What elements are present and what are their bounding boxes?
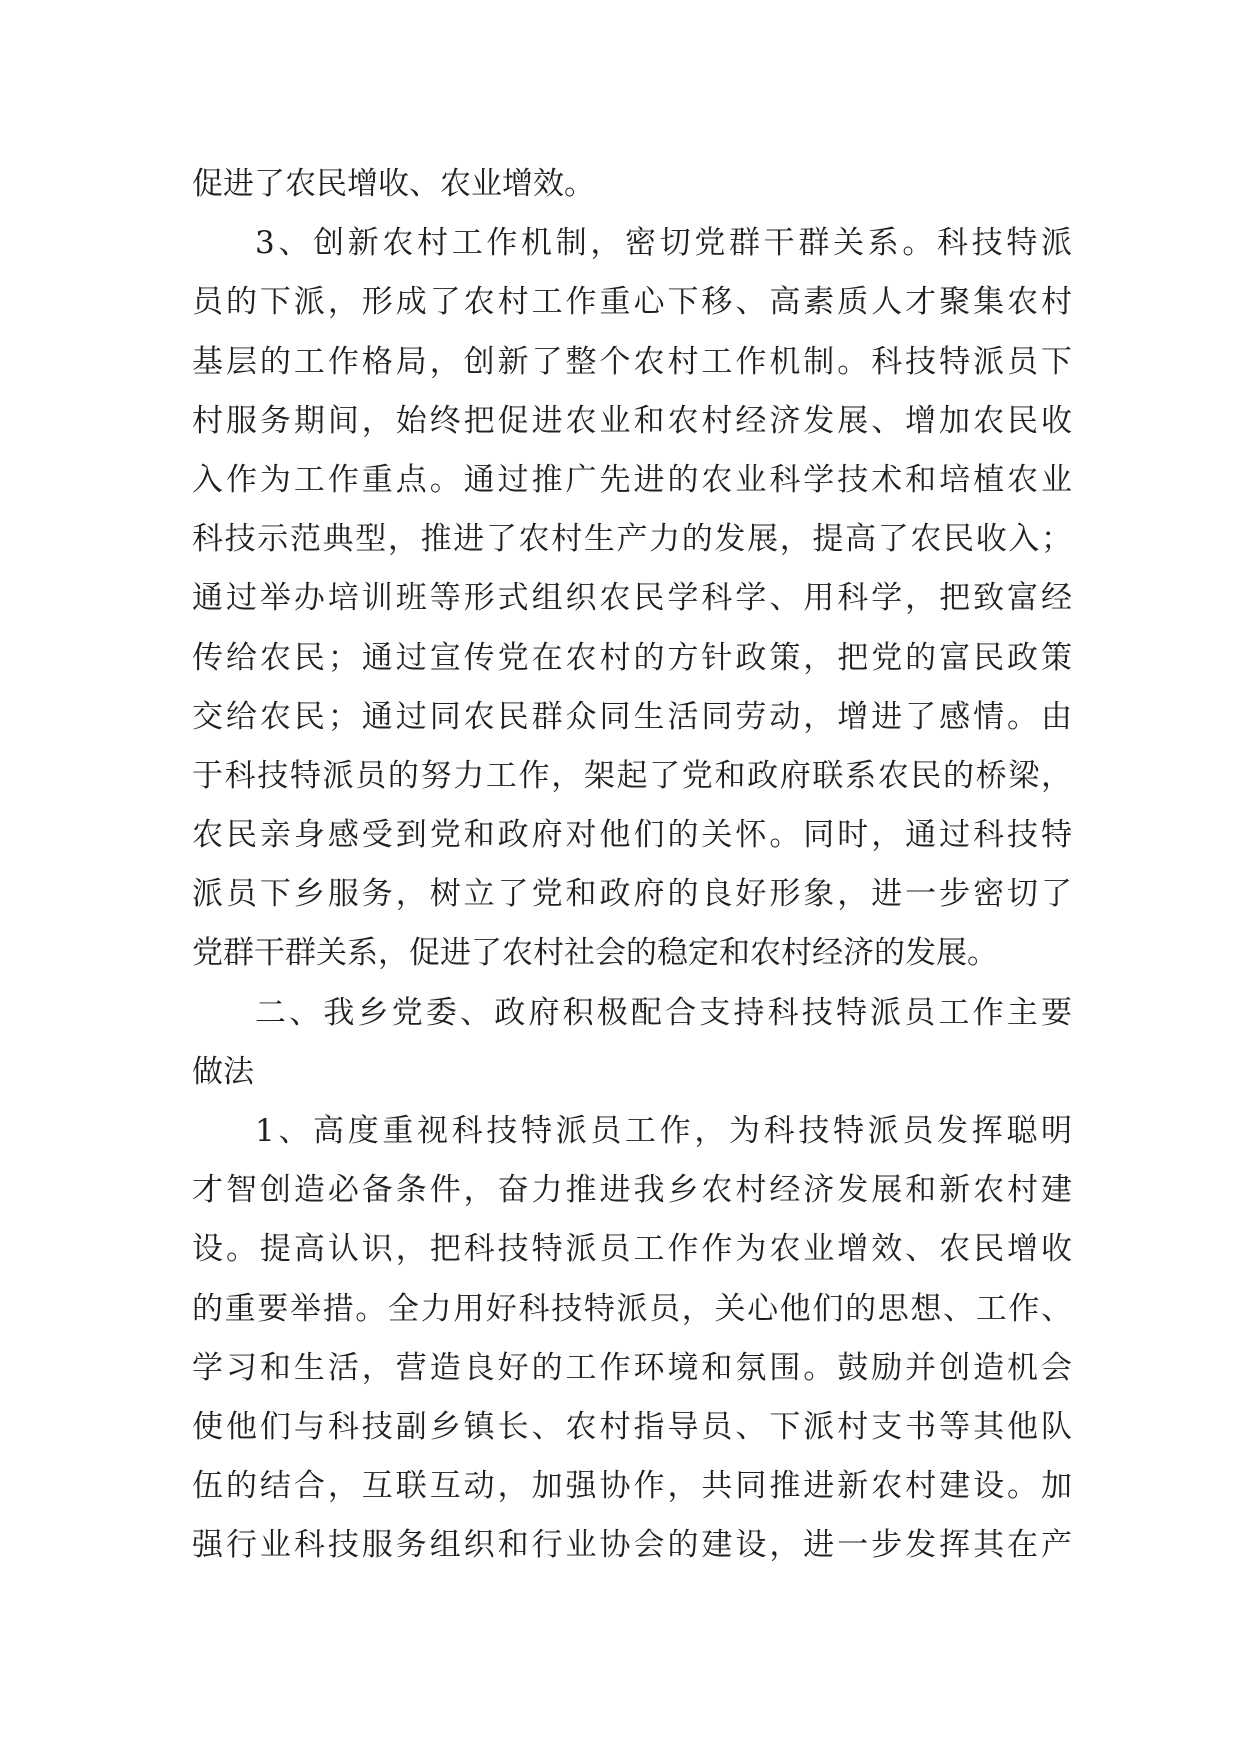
- text-line: 农民亲身感受到党和政府对他们的关怀。同时，通过科技特: [192, 817, 1072, 854]
- text-line: 派员下乡服务，树立了党和政府的良好形象，进一步密切了: [192, 876, 1072, 913]
- text-line: 党群干群关系，促进了农村社会的稳定和农村经济的发展。: [192, 935, 998, 972]
- text-line: 员的下派，形成了农村工作重心下移、高素质人才聚集农村: [192, 284, 1072, 321]
- text-line: 村服务期间，始终把促进农业和农村经济发展、增加农民收: [192, 402, 1072, 439]
- text-line: 做法: [192, 1053, 254, 1090]
- text-line: 于科技特派员的努力工作，架起了党和政府联系农民的桥梁，: [192, 757, 1072, 794]
- text-line: 强行业科技服务组织和行业协会的建设，进一步发挥其在产: [192, 1527, 1072, 1564]
- body-text: [192, 155, 1072, 1576]
- text-line: 入作为工作重点。通过推广先进的农业科学技术和培植农业: [192, 461, 1072, 498]
- text-line: 科技示范典型，推进了农村生产力的发展，提高了农民收入；: [192, 521, 1072, 558]
- text-line: 才智创造必备条件，奋力推进我乡农村经济发展和新农村建: [192, 1172, 1072, 1209]
- text-line: 学习和生活，营造良好的工作环境和氛围。鼓励并创造机会: [192, 1349, 1072, 1386]
- text-line: 设。提高认识，把科技特派员工作作为农业增效、农民增收: [192, 1231, 1072, 1268]
- text-line: 通过举办培训班等形式组织农民学科学、用科学，把致富经: [192, 580, 1072, 617]
- text-line: 1、高度重视科技特派员工作，为科技特派员发挥聪明: [255, 1113, 1072, 1149]
- text-line: 基层的工作格局，创新了整个农村工作机制。科技特派员下: [192, 343, 1072, 380]
- text-line: 交给农民；通过同农民群众同生活同劳动，增进了感情。由: [192, 698, 1072, 735]
- text-line: 二、我乡党委、政府积极配合支持科技特派员工作主要: [255, 994, 1072, 1031]
- text-line: 使他们与科技副乡镇长、农村指导员、下派村支书等其他队: [192, 1408, 1072, 1445]
- text-line: 伍的结合，互联互动，加强协作，共同推进新农村建设。加: [192, 1468, 1072, 1505]
- text-line: 传给农民；通过宣传党在农村的方针政策，把党的富民政策: [192, 639, 1072, 676]
- text-line: 的重要举措。全力用好科技特派员，关心他们的思想、工作、: [192, 1290, 1072, 1327]
- text-line: 3、创新农村工作机制，密切党群干群关系。科技特派: [255, 225, 1072, 262]
- text-line: 促进了农民增收、农业增效。: [192, 166, 595, 202]
